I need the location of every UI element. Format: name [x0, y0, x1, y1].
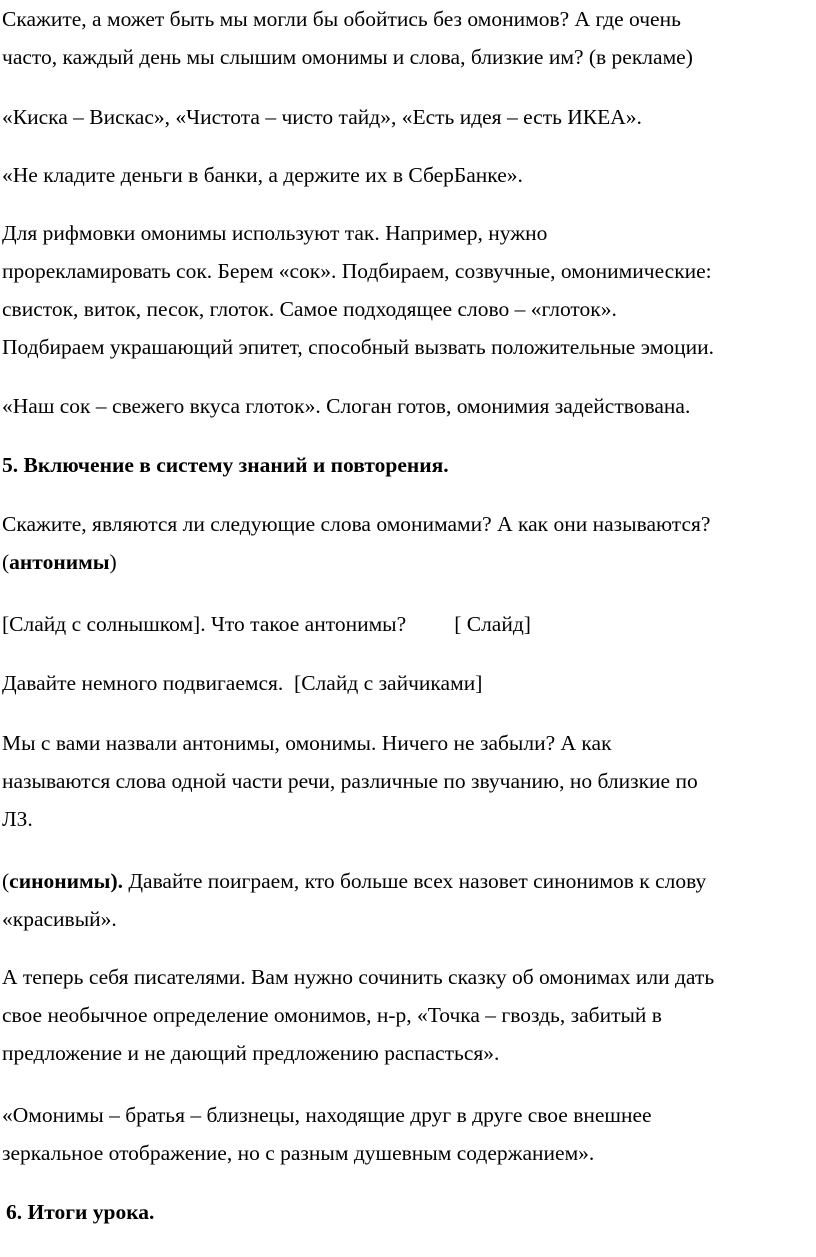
text-line: Мы с вами назвали антонимы, омонимы. Ничего не забыли? А как: [2, 731, 612, 755]
text-line: зеркальное отображение, но с разным душевным содержанием».: [2, 1141, 595, 1165]
slide-note: [ Слайд]: [454, 612, 531, 636]
text-line: «Не кладите деньги в банки, а держите их в СберБанке».: [2, 163, 523, 187]
text-line: [2, 862, 814, 900]
text-line: Для рифмовки омонимы используют так. Например, нужно: [2, 221, 548, 245]
paragraph-synonyms-game: [2, 862, 814, 938]
bold-term-antonyms: антонимы: [9, 550, 110, 574]
paragraph-juice-slogan: [2, 387, 814, 425]
paragraph-homonyms-definition: [2, 1096, 814, 1172]
text-line: часто, каждый день мы слышим омонимы и слова, близкие им? (в рекламе): [2, 45, 693, 69]
text-line: свое необычное определение омонимов, н-р, «Точка – гвоздь, забитый в: [2, 1003, 662, 1027]
text-line: «красивый».: [2, 907, 117, 931]
heading-text: 6. Итоги урока.: [6, 1200, 155, 1224]
text-line: называются слова одной части речи, различные по звучанию, но близкие по: [2, 769, 698, 793]
text-line: Давайте немного подвигаемся. [Слайд с зайчиками]: [2, 671, 483, 695]
section-heading-5: [2, 446, 814, 484]
text-line: Подбираем украшающий эпитет, способный вызвать положительные эмоции.: [2, 335, 714, 359]
text-line: «Киска – Вискас», «Чистота – чисто тайд», «Есть идея – есть ИКЕА».: [2, 105, 642, 129]
text-line: Скажите, а может быть мы могли бы обойтись без омонимов? А где очень: [2, 7, 681, 31]
paragraph-rhyme-explanation: [2, 214, 814, 366]
paragraph-antonyms-question: [2, 505, 814, 581]
paragraph-sberbank-slogan: [2, 156, 814, 194]
slide-note-sun: [Слайд с солнышком]. Что такое антонимы?: [2, 612, 407, 636]
text-line: предложение и не дающий предложению распасться».: [2, 1041, 500, 1065]
paragraph-movement: [2, 664, 814, 702]
heading-text: 5. Включение в систему знаний и повторения.: [2, 453, 449, 477]
paragraph-slide-sun: [2, 605, 814, 643]
paragraph-ad-examples: [2, 98, 814, 136]
paren-close: ): [109, 550, 117, 574]
text-line: [2, 543, 814, 581]
text-line: прорекламировать сок. Берем «сок». Подбираем, созвучные, омонимические:: [2, 259, 712, 283]
text-line: А теперь себя писателями. Вам нужно сочинить сказку об омонимах или дать: [2, 965, 715, 989]
bold-term-synonyms: синонимы).: [9, 869, 123, 893]
paragraph-advertising-question: [2, 0, 814, 76]
text-rest: Давайте поиграем, кто больше всех назовет синонимов к слову: [122, 869, 707, 893]
paren-open: (: [2, 869, 10, 893]
text-line: ЛЗ.: [2, 807, 33, 831]
text-line: «Наш сок – свежего вкуса глоток». Слоган готов, омонимия задействована.: [2, 394, 691, 418]
text-line: [2, 605, 814, 643]
section-heading-6: [6, 1193, 816, 1231]
text-line: Скажите, являются ли следующие слова омонимами? А как они называются?: [2, 512, 711, 536]
paragraph-synonyms-question: [2, 724, 814, 838]
paren-open: (: [2, 550, 10, 574]
text-line: «Омонимы – братья – близнецы, находящие друг в друге свое внешнее: [2, 1103, 652, 1127]
paragraph-writers-task: [2, 958, 814, 1072]
text-line: свисток, виток, песок, глоток. Самое подходящее слово – «глоток».: [2, 297, 617, 321]
